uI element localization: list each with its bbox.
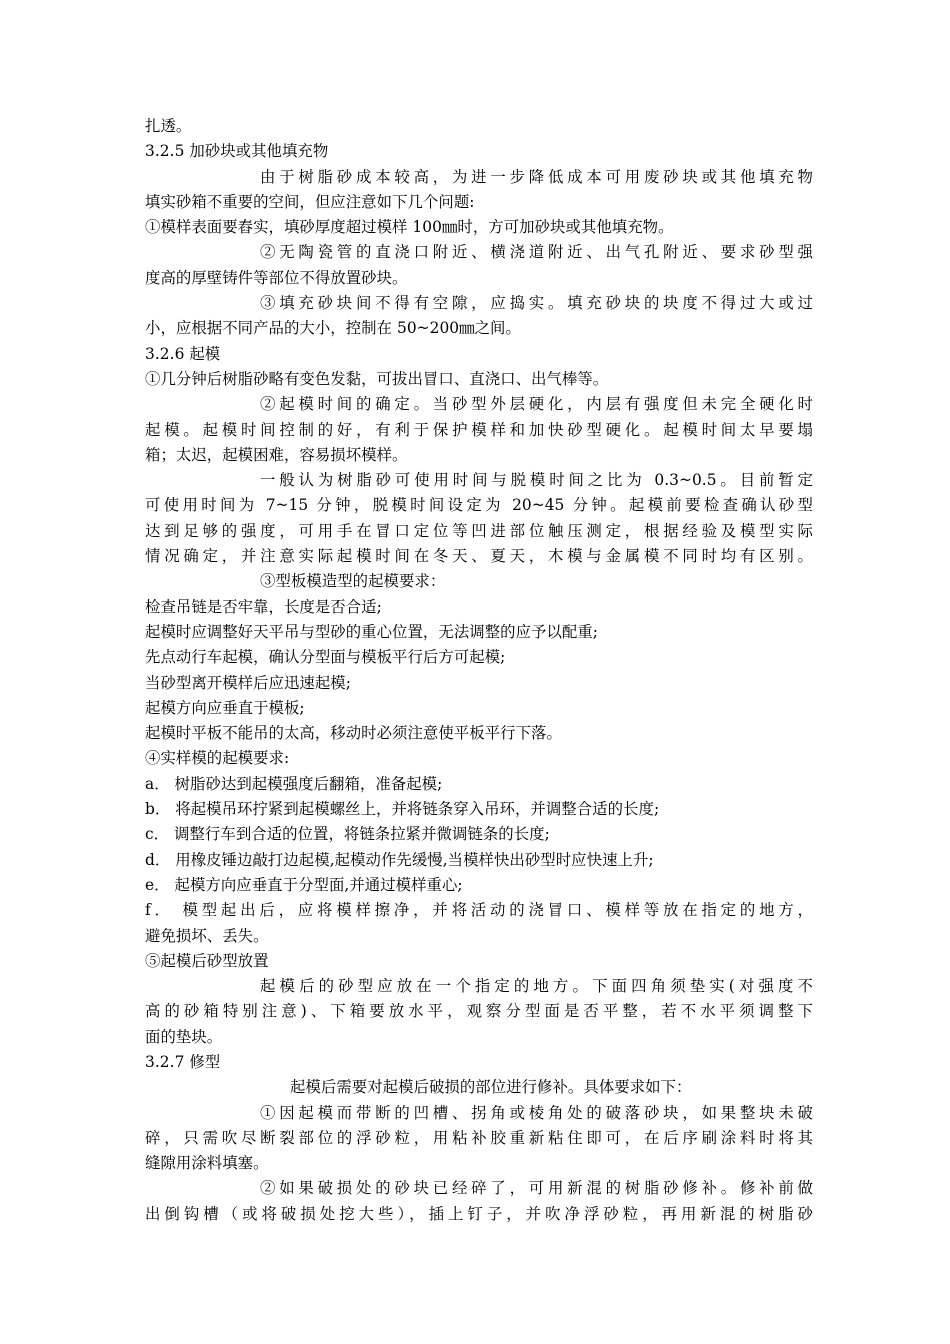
text-line: c． 调整行车到合适的位置，将链条拉紧并微调链条的长度; <box>145 825 550 844</box>
text-line: 起模。起模时间控制的好，有利于保护模样和加快砂型硬化。起模时间太早要塌 <box>145 420 813 439</box>
text-line: ③型板模造型的起模要求： <box>260 572 446 591</box>
text-line: 情况确定，并注意实际起模时间在冬天、夏天，木模与金属模不同时均有区别。 <box>145 547 813 566</box>
text-line: 填实砂箱不重要的空间，但应注意如下几个问题: <box>145 192 475 211</box>
text-line: 箱；太迟，起模困难，容易损坏模样。 <box>145 445 408 464</box>
text-line: 可使用时间为 7~15 分钟，脱模时间设定为 20~45 分钟。起模前要检查确认砂型 <box>145 496 813 515</box>
text-line: 高的砂箱特别注意)、下箱要放水平，观察分型面是否平整，若不水平须调整下 <box>145 1002 813 1021</box>
text-line: 达到足够的强度，可用手在冒口定位等凹进部位触压测定，根据经验及模型实际 <box>145 521 813 540</box>
text-line: 3.2.5 加砂块或其他填充物 <box>145 142 329 161</box>
text-line: ①模样表面要舂实，填砂厚度超过模样 100㎜时，方可加砂块或其他填充物。 <box>145 218 674 237</box>
text-line: f． 模型起出后，应将模样擦净，并将活动的浇冒口、模样等放在指定的地方， <box>145 901 813 920</box>
text-line: 缝隙用涂料填塞。 <box>145 1154 269 1173</box>
text-line: 检查吊链是否牢靠，长度是否合适; <box>145 597 382 616</box>
text-line: 面的垫块。 <box>145 1027 223 1046</box>
document-page <box>145 114 813 1227</box>
text-line: 度高的厚壁铸件等部位不得放置砂块。 <box>145 268 408 287</box>
text-line: 碎，只需吹尽断裂部位的浮砂粒，用粘补胶重新粘住即可，在后序刷涂料时将其 <box>145 1128 813 1147</box>
text-line: 小，应根据不同产品的大小，控制在 50~200㎜之间。 <box>145 319 521 338</box>
text-line: ②无陶瓷管的直浇口附近、横浇道附近、出气孔附近、要求砂型强 <box>260 243 813 262</box>
text-line: 起模后需要对起模后破损的部位进行修补。具体要求如下： <box>290 1078 692 1097</box>
text-line: e． 起模方向应垂直于分型面,并通过模样重心; <box>145 875 463 894</box>
text-line: a． 树脂砂达到起模强度后翻箱，准备起模; <box>145 774 443 793</box>
text-line: ①几分钟后树脂砂略有变色发黏，可拔出冒口、直浇口、出气棒等。 <box>145 369 609 388</box>
text-line: ⑤起模后砂型放置 <box>145 951 269 970</box>
text-line: d． 用橡皮锤边敲打边起模,起模动作先缓慢,当模样快出砂型时应快速上升; <box>145 850 654 869</box>
text-line: ②如果破损处的砂块已经碎了，可用新混的树脂砂修补。修补前做 <box>260 1179 813 1198</box>
text-line: 一般认为树脂砂可使用时间与脱模时间之比为 0.3~0.5。目前暂定 <box>260 471 813 490</box>
text-line: 3.2.7 修型 <box>145 1052 221 1071</box>
text-line: ②起模时间的确定。当砂型外层硬化，内层有强度但未完全硬化时 <box>260 395 813 414</box>
text-line: ③填充砂块间不得有空隙，应捣实。填充砂块的块度不得过大或过 <box>260 294 813 313</box>
text-line: 3.2.6 起模 <box>145 344 221 363</box>
text-line: 避免损坏、丢失。 <box>145 926 269 945</box>
text-line: ①因起模而带断的凹槽、拐角或棱角处的破落砂块，如果整块未破 <box>260 1103 813 1122</box>
text-line: 起模后的砂型应放在一个指定的地方。下面四角须垫实(对强度不 <box>260 977 813 996</box>
text-line: 由于树脂砂成本较高，为进一步降低成本可用废砂块或其他填充物 <box>260 167 813 186</box>
text-line: ④实样模的起模要求: <box>145 749 290 768</box>
text-line: 起模时平板不能吊的太高，移动时必须注意使平板平行下落。 <box>145 724 562 743</box>
text-line: 出倒钩槽（或将破损处挖大些），插上钉子，并吹净浮砂粒，再用新混的树脂砂 <box>145 1204 813 1223</box>
text-line: b． 将起模吊环拧紧到起模螺丝上，并将链条穿入吊环，并调整合适的长度; <box>145 800 660 819</box>
text-line: 起模方向应垂直于模板; <box>145 698 305 717</box>
text-line: 起模时应调整好天平吊与型砂的重心位置，无法调整的应予以配重; <box>145 622 599 641</box>
text-line: 先点动行车起模，确认分型面与模板平行后方可起模; <box>145 648 506 667</box>
text-line: 当砂型离开模样后应迅速起模; <box>145 673 351 692</box>
text-line: 扎透。 <box>145 117 192 135</box>
